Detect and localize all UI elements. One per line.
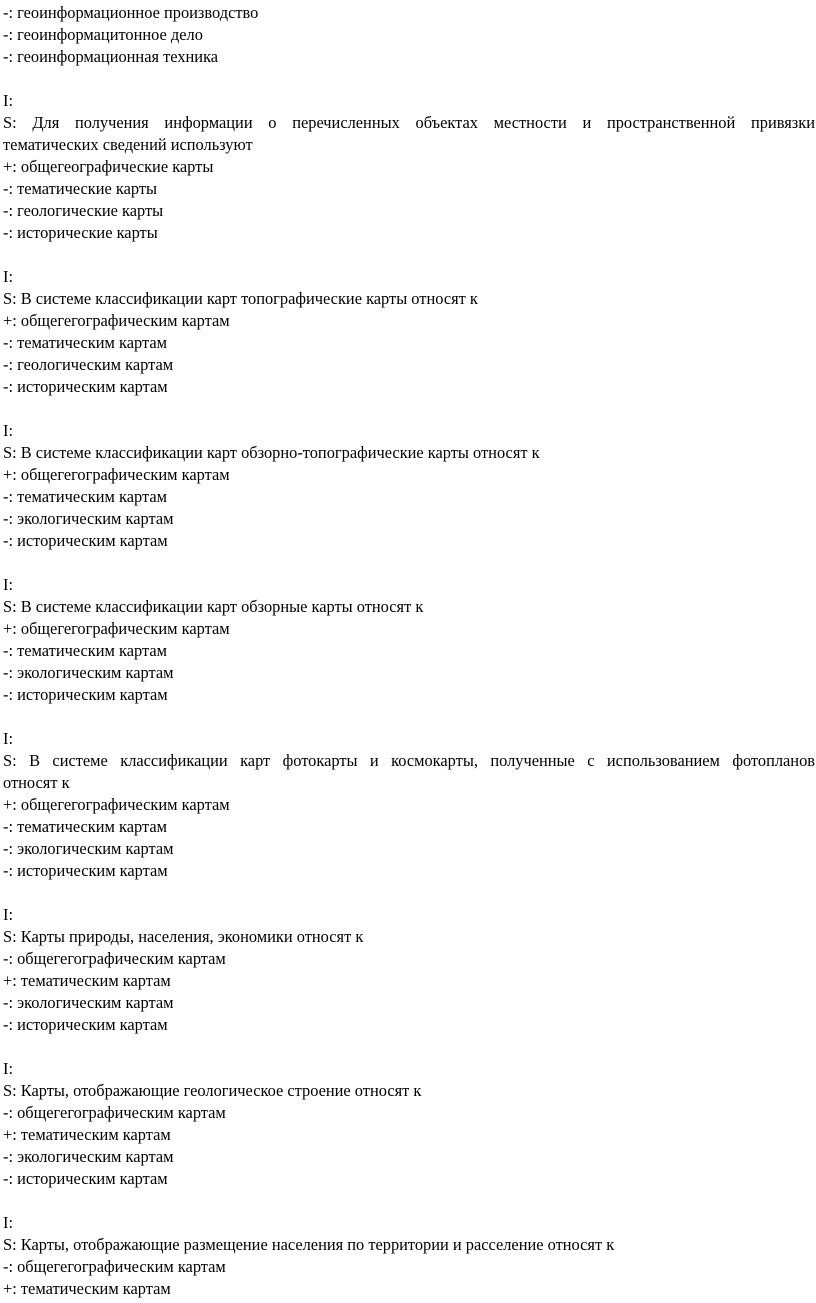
question-marker: I: (3, 729, 14, 748)
blank-line (3, 882, 815, 904)
question-stem: тематических сведений используют (3, 135, 253, 154)
question-marker: I: (3, 905, 14, 924)
question-stem: S: Карты природы, населения, экономики относят к (3, 927, 364, 946)
answer-option: +: общегегографическим картам (3, 311, 230, 330)
question-stem: S: Карты, отображающие размещение населения по территории и расселение относят к (3, 1235, 615, 1254)
answer-option: -: историческим картам (3, 685, 168, 704)
answer-option: -: геоинформационное производство (3, 3, 259, 22)
question-block (3, 420, 815, 552)
blank-line (3, 1190, 815, 1212)
answer-option: -: тематическим картам (3, 333, 167, 352)
answer-option: -: историческим картам (3, 861, 168, 880)
document-page (3, 2, 815, 1300)
answer-option: -: геоинформацитонное дело (3, 25, 203, 44)
answer-option: -: экологическим картам (3, 839, 174, 858)
question-block (3, 1212, 815, 1300)
question-block (3, 1058, 815, 1190)
question-marker: I: (3, 267, 14, 286)
question-stem: S: В системе классификации карт топографические карты относят к (3, 289, 478, 308)
question-marker: I: (3, 1059, 14, 1078)
answer-option: -: историческим картам (3, 1015, 168, 1034)
blank-line (3, 1036, 815, 1058)
question-block (3, 574, 815, 706)
answer-option: -: историческим картам (3, 531, 168, 550)
answer-option: -: геологические карты (3, 201, 164, 220)
question-stem: относят к (3, 773, 70, 792)
answer-option: -: тематическим картам (3, 487, 167, 506)
blank-line (3, 68, 815, 90)
intro-answers (3, 2, 815, 68)
answer-option: +: общегегографическим картам (3, 465, 230, 484)
blank-line (3, 244, 815, 266)
blank-line (3, 706, 815, 728)
question-stem: S: Для получения информации о перечисленных объектах местности и пространственной привязки (3, 113, 815, 132)
answer-option: -: исторические карты (3, 223, 158, 242)
question-stem: S: Карты, отображающие геологическое строение относят к (3, 1081, 422, 1100)
answer-option: -: экологическим картам (3, 509, 174, 528)
answer-option: -: историческим картам (3, 377, 168, 396)
answer-option: -: общегегографическим картам (3, 1103, 226, 1122)
answer-option: -: экологическим картам (3, 993, 174, 1012)
answer-option: +: тематическим картам (3, 1279, 171, 1298)
question-stem: S: В системе классификации карт обзорные карты относят к (3, 597, 424, 616)
answer-option: +: общегеографические карты (3, 157, 214, 176)
question-marker: I: (3, 1213, 14, 1232)
answer-option: -: общегегографическим картам (3, 949, 226, 968)
question-marker: I: (3, 575, 14, 594)
answer-option: -: экологическим картам (3, 663, 174, 682)
answer-option: -: общегегографическим картам (3, 1257, 226, 1276)
answer-option: -: тематическим картам (3, 817, 167, 836)
answer-option: +: тематическим картам (3, 1125, 171, 1144)
question-marker: I: (3, 91, 14, 110)
question-stem: S: В системе классификации карт обзорно-топографические карты относят к (3, 443, 540, 462)
question-block (3, 90, 815, 244)
answer-option: +: общегегографическим картам (3, 619, 230, 638)
blank-line (3, 552, 815, 574)
answer-option: -: тематические карты (3, 179, 158, 198)
answer-option: -: тематическим картам (3, 641, 167, 660)
question-marker: I: (3, 421, 14, 440)
answer-option: +: общегегографическим картам (3, 795, 230, 814)
question-block (3, 904, 815, 1036)
question-block (3, 728, 815, 882)
blank-line (3, 398, 815, 420)
answer-option: -: экологическим картам (3, 1147, 174, 1166)
answer-option: +: тематическим картам (3, 971, 171, 990)
question-stem: S: В системе классификации карт фотокарты и космокарты, полученные с использованием фотопланов (3, 751, 815, 770)
answer-option: -: геоинформационная техника (3, 47, 219, 66)
answer-option: -: историческим картам (3, 1169, 168, 1188)
answer-option: -: геологическим картам (3, 355, 174, 374)
question-block (3, 266, 815, 398)
